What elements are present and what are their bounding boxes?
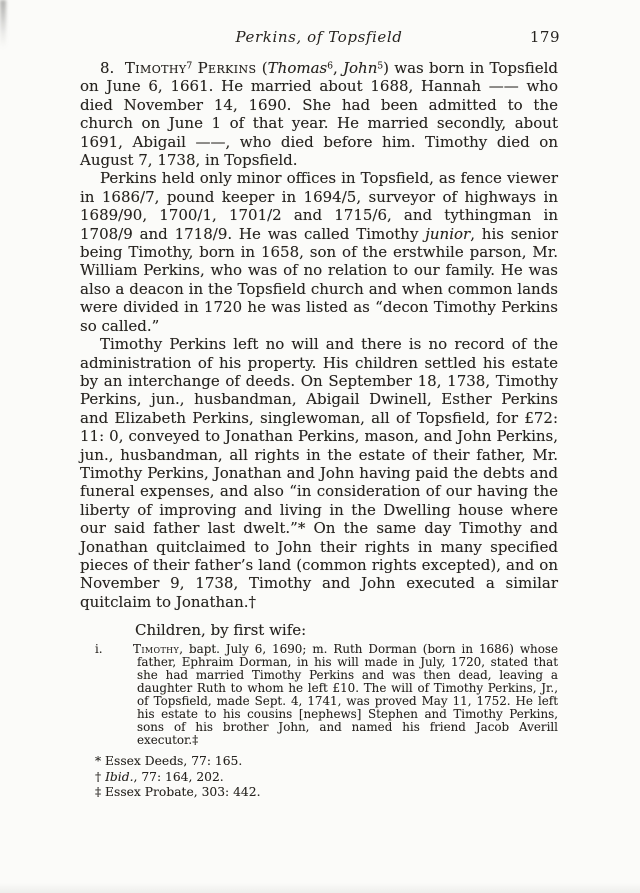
child-text: Timothy, bapt. July 6, 1690; m. Ruth Dorman (born in 1686) whose father, Ephraim Dorman, in his will made in July, 1720, stated that she had married Timothy Perkins and was then dead, leaving a daughter Ruth to whom he left £10. The will of Timothy Perkins, Jr., of Topsfield, made Sept. 4, 1741, was proved May 11, 1752. He left his estate to his cousins [nephews] Stephen and Timothy Perkins, sons of his brother John, and named his friend Jacob Averill executor.‡ <box>133 642 558 747</box>
paragraph-offices: Perkins held only minor offices in Topsfield, as fence viewer in 1686/7, pound keeper in 1694/5, surveyor of highways in 1689/90, 1700/1, 1701/2 and 1715/6, and tythingman in 1708/9 and 1718/9. He was called Timothy junior, his senior being Timothy, born in 1658, son of the erstwhile parson, Mr. William Perkins, who was of no relation to our family. He was also a deacon in the Topsfield church and when common lands were divided in 1720 he was listed as “decon Timothy Perkins so called.” <box>80 169 558 335</box>
running-head-title: Perkins, of Topsfield <box>235 28 403 46</box>
body-text <box>80 59 558 611</box>
page-number: 179 <box>529 28 560 46</box>
footnote-essex-probate: ‡ Essex Probate, 303: 442. <box>95 784 261 799</box>
child-entry <box>80 643 558 746</box>
page-content <box>80 28 558 800</box>
scan-edge-artifact <box>0 0 6 48</box>
paragraph-entry-8: 8. Timothy$^7$ Perkins (Thomas$^6$, John$^5$) was born in Topsfield on June 6, 1661. He married about 1688, Hannah —— who died November 14, 1690. She had been admitted to the church on June 1 of that year. He married secondly, about 1691, Abigail ——, who died before him. Timothy died on August 7, 1738, in Topsfield. <box>80 59 558 170</box>
children-heading: Children, by first wife: <box>135 621 307 640</box>
children-list <box>80 643 558 746</box>
paragraph-estate: Timothy Perkins left no will and there is no record of the administration of his property. His children settled his estate by an interchange of deeds. On September 18, 1738, Timothy Perkins, jun., husbandman, Abigail Dwinell, Esther Perkins and Elizabeth Perkins, singlewoman, all of Topsfield, for £72: 11: 0, conveyed to Jonathan Perkins, mason, and John Perkins, jun., husbandman, all rights in the estate of their father, Mr. Timothy Perkins, Jonathan and John having paid the debts and funeral expenses, and also “in consideration of our having the liberty of improving and living in the Dwelling house where our said father last dwelt.”* On the same day Timothy and Jonathan quitclaimed to John their rights in many specified pieces of their father’s land (common rights excepted), and on November 9, 1738, Timothy and John executed a similar quitclaim to Jonathan.† <box>80 335 558 611</box>
footnote-essex-deeds: * Essex Deeds, 77: 165. <box>95 754 243 769</box>
child-number: i. <box>95 642 103 657</box>
footnote-ibid: † Ibid., 77: 164, 202. <box>95 769 224 784</box>
scan-bottom-shade <box>0 883 640 893</box>
running-head <box>80 28 558 50</box>
footnotes <box>95 754 558 800</box>
